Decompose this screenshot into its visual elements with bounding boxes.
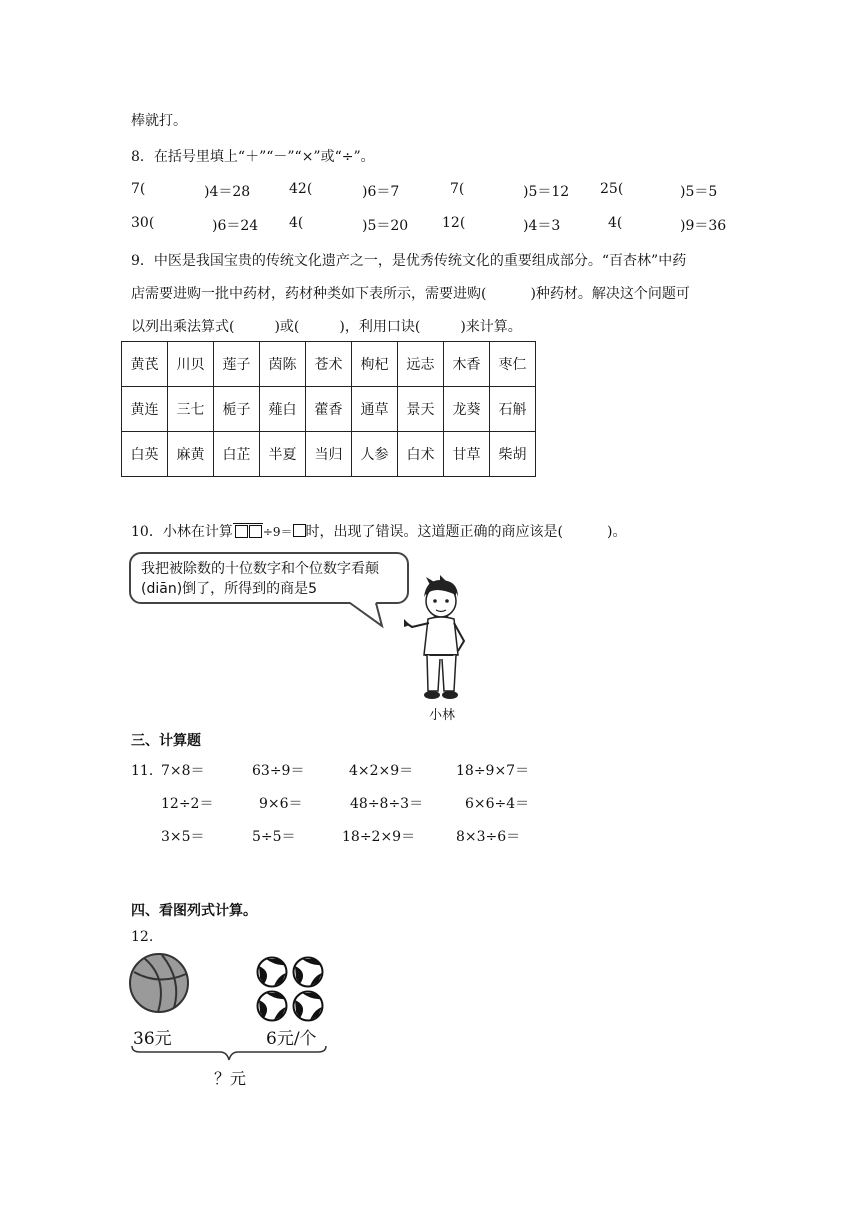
calc-3-4: 8×3÷6＝ xyxy=(456,829,521,845)
q8-r1-e: 7( xyxy=(450,181,465,197)
q10-post: 时，出现了错误。这道题正确的商应该是( xyxy=(305,524,563,540)
herb-cell: 茵陈 xyxy=(260,342,306,387)
basketball-price: 36元 xyxy=(133,1029,172,1049)
herb-cell: 三七 xyxy=(168,387,214,432)
volleyball-price: 6元/个 xyxy=(266,1029,317,1049)
q10-end: )。 xyxy=(607,524,627,540)
herb-cell: 白术 xyxy=(398,432,444,477)
q8-r1-b: )4＝28 xyxy=(204,184,251,200)
q9-line-3-d: )来计算。 xyxy=(460,319,522,335)
q9-line-2-tail: )种药材。解决这个问题可 xyxy=(530,286,690,302)
bubble-line-1: 我把被除数的十位数字和个位数字看颠 xyxy=(141,561,379,577)
q10-division: ÷9＝ xyxy=(262,525,293,539)
herb-cell: 当归 xyxy=(306,432,352,477)
volleyball-icon xyxy=(256,956,288,988)
bubble-line-2: (diān)倒了，所得到的商是5 xyxy=(141,581,318,597)
q8-r2-e: 12( xyxy=(442,215,466,231)
calc-2-2: 9×6＝ xyxy=(259,796,303,812)
herb-cell: 莲子 xyxy=(214,342,260,387)
q9-line-2-text: 店需要进购一批中药材，药材种类如下表所示，需要进购( xyxy=(131,286,487,302)
q9-line-1: 9．中医是我国宝贵的传统文化遗产之一，是优秀传统文化的重要组成部分。“百杏林”中药 xyxy=(131,253,687,269)
herb-cell: 龙葵 xyxy=(444,387,490,432)
herb-cell: 栀子 xyxy=(214,387,260,432)
speech-bubble-tail xyxy=(340,600,390,630)
herb-cell: 藿香 xyxy=(306,387,352,432)
calc-1-3: 4×2×9＝ xyxy=(349,763,414,779)
calc-1-1: 7×8＝ xyxy=(161,763,205,779)
q9-line-3-c: )，利用口诀( xyxy=(339,319,421,335)
herb-cell: 柴胡 xyxy=(490,432,536,477)
q10-question xyxy=(131,521,626,541)
q8-r1-a: 7( xyxy=(131,181,146,197)
calc-3-3: 18÷2×9＝ xyxy=(342,829,416,845)
herb-cell: 白芷 xyxy=(214,432,260,477)
herb-cell: 黄连 xyxy=(122,387,168,432)
herb-table-row xyxy=(122,342,536,387)
volleyball-icon xyxy=(292,990,324,1022)
dividend-boxes xyxy=(233,523,263,538)
herb-cell: 甘草 xyxy=(444,432,490,477)
q9-line-3-b: )或( xyxy=(274,319,300,335)
herb-cell: 薤白 xyxy=(260,387,306,432)
q9-line-2 xyxy=(131,283,690,303)
calc-2-1: 12÷2＝ xyxy=(161,796,214,812)
herb-cell: 石斛 xyxy=(490,387,536,432)
section-3-title: 三、计算题 xyxy=(131,733,201,749)
herb-cell: 苍术 xyxy=(306,342,352,387)
herb-table-row xyxy=(122,387,536,432)
herb-cell: 枣仁 xyxy=(490,342,536,387)
herb-cell: 黄芪 xyxy=(122,342,168,387)
q8-r2-d: )5＝20 xyxy=(362,218,409,234)
volleyball-icon xyxy=(256,990,288,1022)
q8-r1-g: 25( xyxy=(600,181,624,197)
herb-cell: 通草 xyxy=(352,387,398,432)
herb-cell: 麻黄 xyxy=(168,432,214,477)
section-4-title: 四、看图列式计算。 xyxy=(131,903,257,919)
q7-tail-text: 棒就打。 xyxy=(131,113,187,129)
basketball-icon xyxy=(128,952,190,1014)
q8-r2-b: )6＝24 xyxy=(212,218,259,234)
calc-2-3: 48÷8÷3＝ xyxy=(350,796,424,812)
herb-cell: 景天 xyxy=(398,387,444,432)
q8-r1-d: )6＝7 xyxy=(362,184,400,200)
herb-cell: 木香 xyxy=(444,342,490,387)
total-question: ？元 xyxy=(214,1069,247,1088)
q9-line-3-a: 以列出乘法算式( xyxy=(131,319,235,335)
herb-cell: 人参 xyxy=(352,432,398,477)
herb-cell: 枸杞 xyxy=(352,342,398,387)
calc-3-2: 5÷5＝ xyxy=(252,829,296,845)
herb-cell: 远志 xyxy=(398,342,444,387)
q8-r1-f: )5＝12 xyxy=(523,184,570,200)
q8-r2-c: 4( xyxy=(289,215,304,231)
q8-prompt: 8．在括号里填上“＋”“－”“×”或“÷”。 xyxy=(131,149,375,165)
herb-cell: 川贝 xyxy=(168,342,214,387)
q10-pre: 10．小林在计算 xyxy=(131,524,233,540)
calc-3-1: 3×5＝ xyxy=(161,829,205,845)
calc-1-2: 63÷9＝ xyxy=(252,763,305,779)
speech-bubble xyxy=(129,552,409,604)
volleyball-icon xyxy=(292,956,324,988)
herb-cell: 半夏 xyxy=(260,432,306,477)
calc-1-4: 18÷9×7＝ xyxy=(456,763,530,779)
boy-illustration xyxy=(400,575,480,703)
q8-r1-h: )5＝5 xyxy=(680,184,718,200)
q8-r2-f: )4＝3 xyxy=(523,218,561,234)
calc-2-4: 6×6÷4＝ xyxy=(465,796,530,812)
q8-r2-a: 30( xyxy=(131,215,155,231)
q8-r2-h: )9＝36 xyxy=(680,218,727,234)
q12-number: 12. xyxy=(131,929,154,945)
herb-cell: 白英 xyxy=(122,432,168,477)
q8-r1-c: 42( xyxy=(289,181,313,197)
herb-table xyxy=(121,341,536,477)
quotient-box xyxy=(293,524,306,537)
herb-table-row xyxy=(122,432,536,477)
total-brace xyxy=(130,1044,328,1064)
q8-r2-g: 4( xyxy=(608,215,623,231)
boy-caption: 小林 xyxy=(429,708,456,723)
q11-number: 11． xyxy=(131,763,163,779)
q9-line-3 xyxy=(131,316,522,336)
